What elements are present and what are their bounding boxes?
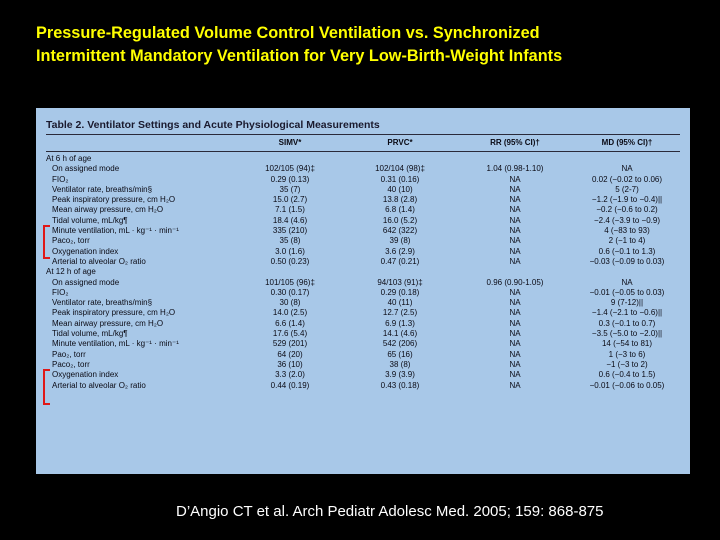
cell-simv: 30 (8) [279, 298, 301, 308]
cell-rr: 1.04 (0.98-1.10) [486, 164, 544, 174]
row-label: Paco₂, torr [52, 236, 90, 246]
table-row [46, 175, 680, 185]
cell-md: 9 (7-12)|| [610, 298, 644, 308]
cell-simv: 0.44 (0.19) [270, 380, 310, 390]
cell-prvc: 40 (10) [387, 184, 413, 194]
column-header-simv: SIMV* [278, 138, 302, 147]
cell-rr: NA [509, 339, 521, 349]
cell-simv: 6.6 (1.4) [275, 318, 305, 328]
cell-prvc: 14.1 (4.6) [382, 329, 418, 339]
row-label: At 12 h of age [46, 267, 96, 277]
cell-simv: 7.1 (1.5) [275, 205, 305, 215]
cell-prvc: 542 (206) [382, 339, 418, 349]
cell-rr: NA [509, 256, 521, 266]
table-row [46, 257, 680, 267]
cell-md: −1.4 (−2.1 to −0.6)|| [591, 308, 663, 318]
row-label: On assigned mode [52, 277, 120, 287]
row-label: Mean airway pressure, cm H₂O [52, 205, 164, 215]
cell-rr: NA [509, 380, 521, 390]
cell-prvc: 13.8 (2.8) [382, 195, 418, 205]
table-row [46, 247, 680, 257]
column-header-label [46, 135, 236, 151]
cell-prvc: 102/104 (98)‡ [375, 164, 425, 174]
cell-rr [456, 267, 574, 277]
table-title: Table 2. Ventilator Settings and Acute Physiological Measurements [46, 119, 380, 131]
slide-title-line-1: Pressure-Regulated Volume Control Ventilation vs. Synchronized [36, 24, 540, 42]
cell-rr: NA [509, 184, 521, 194]
cell-simv: 101/105 (96)‡ [265, 277, 315, 287]
table-header-row [46, 135, 680, 151]
row-label: Tidal volume, mL/kg¶ [52, 329, 128, 339]
cell-simv: 102/105 (94)‡ [265, 164, 315, 174]
row-label: Arterial to alveolar O₂ ratio [52, 380, 146, 390]
table-row [46, 381, 680, 391]
row-label: Ventilator rate, breaths/min§ [52, 298, 153, 308]
cell-md: 0.3 (−0.1 to 0.7) [598, 318, 656, 328]
cell-prvc: 0.43 (0.18) [380, 380, 420, 390]
cell-rr [456, 154, 574, 164]
cell-rr: NA [509, 287, 521, 297]
cell-prvc: 0.29 (0.18) [380, 287, 420, 297]
column-header-rr: RR (95% CI)† [490, 138, 540, 147]
table-row [46, 195, 680, 205]
cell-rr: NA [509, 195, 521, 205]
row-label: Peak inspiratory pressure, cm H₂O [52, 308, 176, 318]
cell-md: 0.02 (−0.02 to 0.06) [591, 174, 663, 184]
row-label: Minute ventilation, mL · kg⁻¹ · min⁻¹ [52, 339, 179, 349]
table-row [46, 339, 680, 349]
cell-simv: 0.50 (0.23) [270, 256, 310, 266]
cell-simv [236, 154, 344, 164]
cell-simv: 15.0 (2.7) [272, 195, 308, 205]
table-row [46, 350, 680, 360]
cell-prvc: 3.9 (3.9) [385, 370, 415, 380]
cell-simv: 18.4 (4.6) [272, 215, 308, 225]
row-label: Oxygenation index [52, 246, 119, 256]
cell-prvc: 40 (11) [387, 298, 413, 308]
cell-simv: 35 (7) [279, 184, 301, 194]
column-header-md: MD (95% CI)† [601, 138, 653, 147]
cell-simv: 14.0 (2.5) [272, 308, 308, 318]
cell-rr: NA [509, 329, 521, 339]
cell-md: −0.01 (−0.05 to 0.03) [589, 287, 665, 297]
cell-rr: NA [509, 205, 521, 215]
cell-prvc: 642 (322) [382, 226, 418, 236]
row-label: At 6 h of age [46, 154, 92, 163]
cell-rr: NA [509, 318, 521, 328]
row-label: Tidal volume, mL/kg¶ [52, 215, 128, 225]
cell-rr: NA [509, 359, 521, 369]
table-row [46, 185, 680, 195]
row-label: Pao₂, torr [52, 349, 86, 359]
citation: D’Angio CT et al. Arch Pediatr Adolesc Med. 2005; 159: 868-875 [176, 503, 604, 520]
cell-md [574, 154, 680, 164]
table-row [46, 205, 680, 215]
cell-prvc: 16.0 (5.2) [382, 215, 418, 225]
table-row [46, 370, 680, 380]
row-label: Minute ventilation, mL · kg⁻¹ · min⁻¹ [52, 226, 179, 236]
cell-prvc: 0.47 (0.21) [380, 256, 420, 266]
table-body [46, 154, 680, 391]
cell-md: −3.5 (−5.0 to −2.0)|| [591, 329, 663, 339]
slide-title-line-2: Intermittent Mandatory Ventilation for Very Low-Birth-Weight Infants [36, 47, 563, 65]
cell-prvc: 0.31 (0.16) [380, 174, 420, 184]
row-label: Arterial to alveolar O₂ ratio [52, 256, 146, 266]
table-row [46, 216, 680, 226]
cell-simv: 3.0 (1.6) [275, 246, 305, 256]
row-label: Mean airway pressure, cm H₂O [52, 318, 164, 328]
table-row [46, 278, 680, 288]
table-row [46, 298, 680, 308]
cell-prvc: 39 (8) [389, 236, 411, 246]
cell-md: 2 (−1 to 4) [608, 236, 646, 246]
cell-prvc: 6.9 (1.3) [385, 318, 415, 328]
row-label: FIO₂ [52, 174, 69, 184]
row-label: FIO₂ [52, 287, 69, 297]
cell-simv: 0.30 (0.17) [270, 287, 310, 297]
highlight-bracket-12h [43, 369, 50, 405]
cell-rr: NA [509, 215, 521, 225]
cell-rr: NA [509, 308, 521, 318]
cell-md: −0.2 (−0.6 to 0.2) [596, 205, 658, 215]
table-header-rule [46, 151, 680, 152]
cell-md: −1.2 (−1.9 to −0.4)|| [591, 195, 663, 205]
cell-rr: NA [509, 226, 521, 236]
row-label: Paco₂, torr [52, 359, 90, 369]
cell-md: −2.4 (−3.9 to −0.9) [593, 215, 661, 225]
table-image-panel [36, 108, 690, 474]
cell-prvc [344, 267, 456, 277]
cell-prvc: 65 (16) [387, 349, 413, 359]
row-label: Peak inspiratory pressure, cm H₂O [52, 195, 176, 205]
cell-md: 0.6 (−0.4 to 1.5) [598, 370, 656, 380]
table-row [46, 226, 680, 236]
cell-md: 0.6 (−0.1 to 1.3) [598, 246, 656, 256]
slide-title [36, 22, 706, 68]
cell-simv: 17.6 (5.4) [272, 329, 308, 339]
cell-md: NA [621, 277, 633, 287]
cell-simv: 36 (10) [277, 359, 303, 369]
table-section-row [46, 154, 680, 164]
cell-md: −0.01 (−0.06 to 0.05) [589, 380, 665, 390]
cell-rr: NA [509, 246, 521, 256]
table-section-row [46, 267, 680, 277]
row-label: Ventilator rate, breaths/min§ [52, 184, 153, 194]
column-header-prvc: PRVC* [387, 138, 413, 147]
cell-rr: NA [509, 370, 521, 380]
cell-rr: 0.96 (0.90-1.05) [486, 277, 544, 287]
table-row [46, 319, 680, 329]
cell-simv: 335 (210) [272, 226, 308, 236]
cell-simv: 529 (201) [272, 339, 308, 349]
cell-rr: NA [509, 349, 521, 359]
table-row [46, 236, 680, 246]
cell-md [574, 267, 680, 277]
cell-prvc [344, 154, 456, 164]
cell-md: 4 (−83 to 93) [604, 226, 650, 236]
cell-simv: 35 (8) [279, 236, 301, 246]
cell-prvc: 12.7 (2.5) [382, 308, 418, 318]
table-row [46, 308, 680, 318]
cell-rr: NA [509, 174, 521, 184]
row-label: Oxygenation index [52, 370, 119, 380]
cell-md: NA [621, 164, 633, 174]
table-row [46, 288, 680, 298]
table-row [46, 360, 680, 370]
cell-prvc: 38 (8) [389, 359, 411, 369]
table-row [46, 164, 680, 174]
cell-md: 14 (−54 to 81) [601, 339, 653, 349]
cell-prvc: 6.8 (1.4) [385, 205, 415, 215]
cell-simv: 3.3 (2.0) [275, 370, 305, 380]
row-label: On assigned mode [52, 164, 120, 174]
cell-rr: NA [509, 298, 521, 308]
cell-simv: 0.29 (0.13) [270, 174, 310, 184]
cell-prvc: 3.6 (2.9) [385, 246, 415, 256]
cell-md: −1 (−3 to 2) [606, 359, 648, 369]
cell-md: 5 (2-7) [615, 184, 639, 194]
cell-simv [236, 267, 344, 277]
cell-prvc: 94/103 (91)‡ [377, 277, 423, 287]
cell-rr: NA [509, 236, 521, 246]
table-row [46, 329, 680, 339]
cell-simv: 64 (20) [277, 349, 303, 359]
cell-md: 1 (−3 to 6) [608, 349, 646, 359]
cell-md: −0.03 (−0.09 to 0.03) [589, 256, 665, 266]
highlight-bracket-6h [43, 225, 50, 259]
